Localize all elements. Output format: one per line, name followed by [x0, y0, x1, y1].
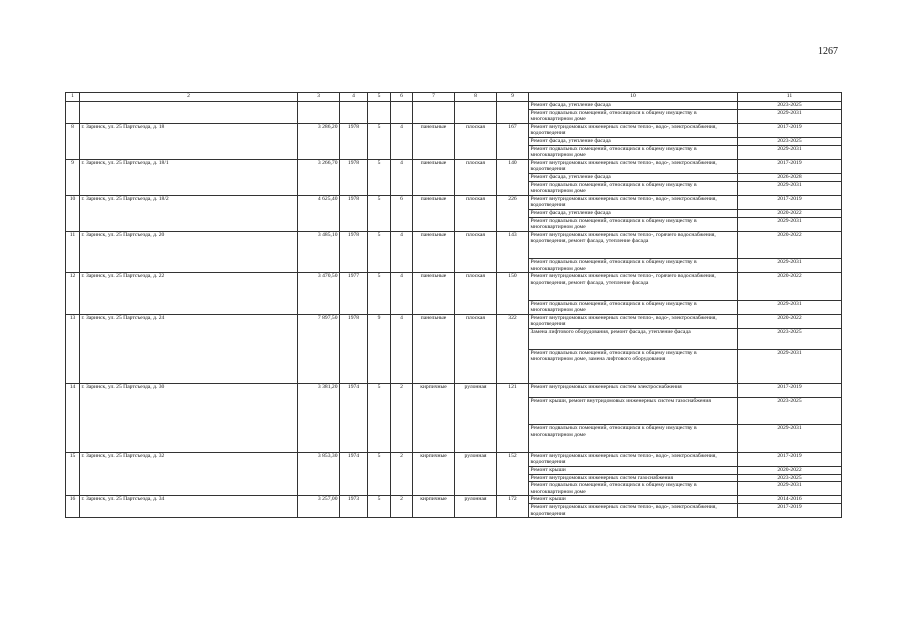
cont-cell: [497, 102, 529, 124]
work-description: Ремонт внутридомовых инженерных систем газоснабжения: [529, 474, 738, 482]
house-address: г. Заринск, ул. 25 Партсъезда, д. 20: [80, 231, 298, 273]
work-description: Ремонт внутридомовых инженерных систем тепло-, горячего водоснабжения, водоотведения, ремонт фасада, утепление фасада: [529, 231, 738, 258]
work-description: Ремонт внутридомовых инженерных систем тепло-, водо-, электроснабжения, водоотведения: [529, 159, 738, 173]
house-floors: 5: [368, 273, 391, 315]
work-description: Ремонт фасада, утепление фасада: [529, 173, 738, 181]
table-row: [66, 123, 842, 137]
house-roof: плоская: [455, 159, 497, 195]
work-description: Ремонт внутридомовых инженерных систем тепло-, водо-, электроснабжения, водоотведения: [529, 452, 738, 466]
cont-cell: [66, 102, 80, 124]
house-address: г. Заринск, ул. 25 Партсъезда, д. 18/2: [80, 195, 298, 231]
house-entrances: 4: [391, 231, 413, 273]
house-apartments: 167: [497, 123, 529, 159]
house-walls: панельные: [413, 123, 455, 159]
house-roof: рулонная: [455, 383, 497, 452]
house-apartments: 172: [497, 496, 529, 518]
house-walls: панельные: [413, 314, 455, 383]
house-apartments: 143: [497, 231, 529, 273]
house-area: 3 853,30: [298, 452, 340, 496]
house-floors: 5: [368, 123, 391, 159]
house-year: 1978: [340, 195, 368, 231]
work-years: 2029-2031: [738, 425, 842, 452]
house-address: г. Заринск, ул. 25 Партсъезда, д. 34: [80, 496, 298, 518]
page-number: 1267: [818, 46, 838, 57]
house-apartments: 121: [497, 383, 529, 452]
house-year: 1978: [340, 314, 368, 383]
house-floors: 5: [368, 195, 391, 231]
house-number: 12: [66, 273, 80, 315]
work-description: Ремонт внутридомовых инженерных систем тепло-, водо-, электроснабжения, водоотведения: [529, 123, 738, 137]
house-roof: плоская: [455, 231, 497, 273]
house-walls: кирпичные: [413, 496, 455, 518]
work-description: Ремонт подвальных помещений, относящихся к общему имуществу в многоквартирном доме: [529, 181, 738, 195]
work-years: 2017-2019: [738, 123, 842, 137]
col-header: 11: [738, 93, 842, 102]
house-number: 13: [66, 314, 80, 383]
house-number: 10: [66, 195, 80, 231]
house-roof: рулонная: [455, 496, 497, 518]
house-number: 8: [66, 123, 80, 159]
house-entrances: 2: [391, 383, 413, 452]
table-row: [66, 231, 842, 258]
cont-cell: [455, 102, 497, 124]
house-year: 1978: [340, 123, 368, 159]
work-years: 2029-2031: [738, 109, 842, 123]
house-roof: рулонная: [455, 452, 497, 496]
house-roof: плоская: [455, 273, 497, 315]
work-years: 2020-2022: [738, 273, 842, 300]
work-years: 2023-2025: [738, 474, 842, 482]
house-address: г. Заринск, ул. 25 Партсъезда, д. 18: [80, 123, 298, 159]
house-apartments: 140: [497, 159, 529, 195]
house-area: 3 286,20: [298, 123, 340, 159]
house-floors: 5: [368, 383, 391, 452]
work-years: 2020-2022: [738, 466, 842, 474]
work-years: 2020-2022: [738, 314, 842, 328]
col-header: 8: [455, 93, 497, 102]
house-roof: плоская: [455, 314, 497, 383]
table-row: [66, 452, 842, 466]
table-row: [66, 195, 842, 209]
house-year: 1974: [340, 383, 368, 452]
col-header: 3: [298, 93, 340, 102]
work-years: 2029-2031: [738, 349, 842, 383]
house-apartments: 322: [497, 314, 529, 383]
house-area: 3 485,10: [298, 231, 340, 273]
work-years: 2023-2025: [738, 329, 842, 350]
house-entrances: 2: [391, 452, 413, 496]
house-walls: панельные: [413, 159, 455, 195]
house-area: 3 266,70: [298, 159, 340, 195]
work-description: Ремонт подвальных помещений, относящихся к общему имуществу в многоквартирном доме: [529, 482, 738, 496]
work-description: Ремонт подвальных помещений, относящихся к общему имуществу в многоквартирном доме: [529, 217, 738, 231]
house-floors: 5: [368, 231, 391, 273]
work-description: Ремонт подвальных помещений, относящихся к общему имуществу в многоквартирном доме: [529, 425, 738, 452]
work-description: Ремонт крыши, ремонт внутридомовых инженерных систем газоснабжения: [529, 398, 738, 425]
table-row: [66, 102, 842, 110]
house-entrances: 4: [391, 123, 413, 159]
house-apartments: 226: [497, 195, 529, 231]
house-address: г. Заринск, ул. 25 Партсъезда, д. 24: [80, 314, 298, 383]
house-entrances: 2: [391, 496, 413, 518]
house-address: г. Заринск, ул. 25 Партсъезда, д. 18/1: [80, 159, 298, 195]
col-header: 6: [391, 93, 413, 102]
house-area: 3 257,00: [298, 496, 340, 518]
work-years: 2014-2016: [738, 496, 842, 504]
house-entrances: 4: [391, 314, 413, 383]
work-years: 2017-2019: [738, 195, 842, 209]
house-roof: плоская: [455, 123, 497, 159]
house-area: 3 470,50: [298, 273, 340, 315]
work-years: 2029-2031: [738, 145, 842, 159]
work-description: Ремонт внутридомовых инженерных систем тепло-, водо-, электроснабжения, водоотведения: [529, 314, 738, 328]
work-years: 2029-2031: [738, 217, 842, 231]
work-description: Ремонт внутридомовых инженерных систем тепло-, водо-, электроснабжения, водоотведения: [529, 195, 738, 209]
work-years: 2020-2022: [738, 209, 842, 217]
work-description: Ремонт подвальных помещений, относящихся к общему имуществу в многоквартирном доме, замена лифтового оборудования: [529, 349, 738, 383]
work-years: 2023-2025: [738, 398, 842, 425]
house-number: 11: [66, 231, 80, 273]
table-row: [66, 383, 842, 397]
cont-cell: [368, 102, 391, 124]
house-address: г. Заринск, ул. 25 Партсъезда, д. 22: [80, 273, 298, 315]
work-description: Ремонт подвальных помещений, относящихся к общему имуществу в многоквартирном доме: [529, 300, 738, 314]
col-header: 1: [66, 93, 80, 102]
house-walls: кирпичные: [413, 452, 455, 496]
house-entrances: 4: [391, 159, 413, 195]
house-walls: кирпичные: [413, 383, 455, 452]
house-area: 3 381,20: [298, 383, 340, 452]
house-year: 1973: [340, 496, 368, 518]
house-address: г. Заринск, ул. 25 Партсъезда, д. 30: [80, 383, 298, 452]
work-years: 2020-2022: [738, 231, 842, 258]
house-year: 1978: [340, 159, 368, 195]
work-description: Ремонт фасада, утепление фасада: [529, 102, 738, 110]
work-years: 2023-2025: [738, 102, 842, 110]
work-description: Ремонт внутридомовых инженерных систем тепло-, горячего водоснабжения, водоотведения, ремонт фасада, утепление фасада: [529, 273, 738, 300]
table-row: [66, 496, 842, 504]
capital-repair-table: [65, 92, 842, 518]
house-entrances: 4: [391, 273, 413, 315]
work-description: Ремонт подвальных помещений, относящихся к общему имуществу в многоквартирном доме: [529, 145, 738, 159]
cont-cell: [80, 102, 298, 124]
table-row: [66, 159, 842, 173]
col-header: 5: [368, 93, 391, 102]
house-apartments: 152: [497, 452, 529, 496]
work-years: 2026-2028: [738, 173, 842, 181]
col-header: 7: [413, 93, 455, 102]
col-header: 9: [497, 93, 529, 102]
work-description: Ремонт фасада, утепление фасада: [529, 137, 738, 145]
work-years: 2017-2019: [738, 383, 842, 397]
work-description: Ремонт внутридомовых инженерных систем электроснабжения: [529, 383, 738, 397]
work-years: 2023-2025: [738, 137, 842, 145]
work-description: Ремонт крыши: [529, 496, 738, 504]
house-floors: 5: [368, 452, 391, 496]
cont-cell: [391, 102, 413, 124]
house-walls: панельные: [413, 231, 455, 273]
header-row: [66, 93, 842, 102]
house-number: 16: [66, 496, 80, 518]
house-year: 1977: [340, 273, 368, 315]
work-description: Ремонт внутридомовых инженерных систем тепло-, водо-, электроснабжения, водоотведения: [529, 503, 738, 517]
house-area: 4 625,40: [298, 195, 340, 231]
col-header: 4: [340, 93, 368, 102]
work-years: 2017-2019: [738, 503, 842, 517]
work-years: 2029-2031: [738, 300, 842, 314]
cont-cell: [413, 102, 455, 124]
work-years: 2029-2031: [738, 482, 842, 496]
house-apartments: 150: [497, 273, 529, 315]
col-header: 10: [529, 93, 738, 102]
table-row: [66, 314, 842, 328]
work-description: Ремонт крыши: [529, 466, 738, 474]
house-walls: панельные: [413, 273, 455, 315]
cont-cell: [298, 102, 340, 124]
house-floors: 9: [368, 314, 391, 383]
cont-cell: [340, 102, 368, 124]
house-year: 1978: [340, 231, 368, 273]
work-description: Ремонт подвальных помещений, относящихся к общему имуществу в многоквартирном доме: [529, 259, 738, 273]
house-address: г. Заринск, ул. 25 Партсъезда, д. 32: [80, 452, 298, 496]
work-description: Ремонт фасада, утепление фасада: [529, 209, 738, 217]
house-year: 1974: [340, 452, 368, 496]
work-years: 2017-2019: [738, 159, 842, 173]
work-description: Ремонт подвальных помещений, относящихся к общему имуществу в многоквартирном доме: [529, 109, 738, 123]
house-area: 7 897,50: [298, 314, 340, 383]
house-number: 14: [66, 383, 80, 452]
work-years: 2029-2031: [738, 181, 842, 195]
col-header: 2: [80, 93, 298, 102]
work-description: Замена лифтового оборудования, ремонт фасада, утепление фасада: [529, 329, 738, 350]
house-number: 9: [66, 159, 80, 195]
house-floors: 5: [368, 159, 391, 195]
house-walls: панельные: [413, 195, 455, 231]
house-entrances: 6: [391, 195, 413, 231]
table-row: [66, 273, 842, 300]
work-years: 2029-2031: [738, 259, 842, 273]
work-years: 2017-2019: [738, 452, 842, 466]
house-roof: плоская: [455, 195, 497, 231]
house-floors: 5: [368, 496, 391, 518]
house-number: 15: [66, 452, 80, 496]
